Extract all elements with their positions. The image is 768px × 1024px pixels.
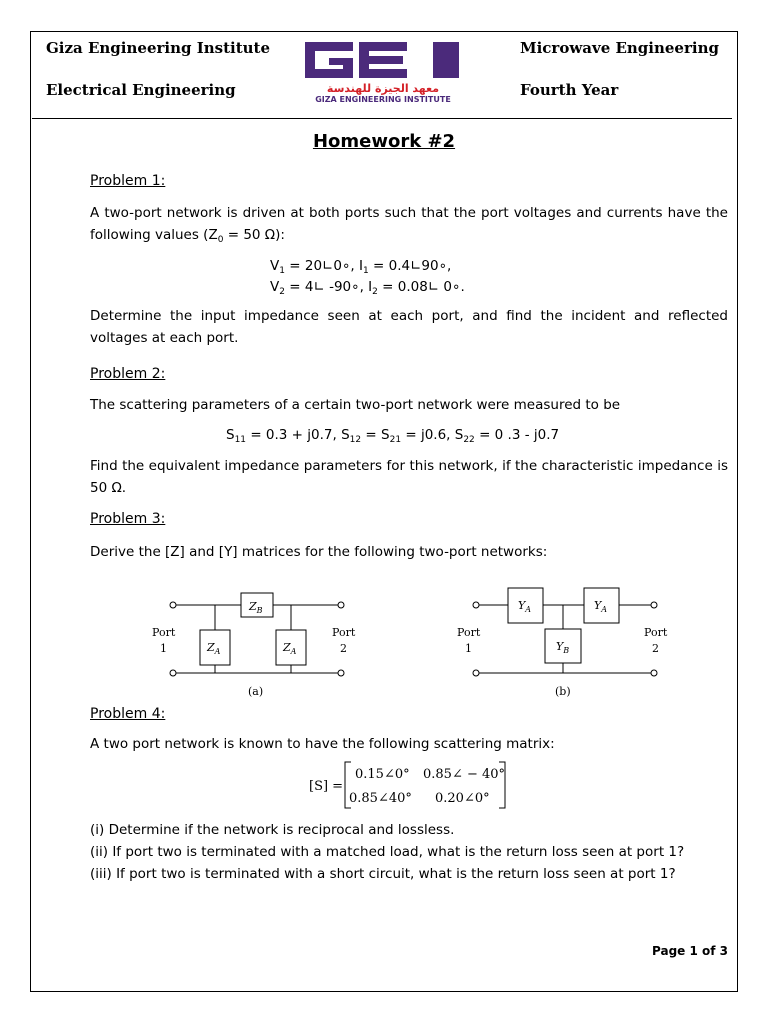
network-diagram-b <box>452 585 672 700</box>
label-za-left: $Z_A$ <box>207 641 221 656</box>
label-port1-num: 1 <box>160 642 167 655</box>
matrix-s11: 0.15∠0° <box>355 767 410 782</box>
label-port2-num-b: 2 <box>652 642 659 655</box>
header-rule <box>32 118 732 119</box>
header-year: Fourth Year <box>520 81 619 99</box>
label-port1-num-b: 1 <box>465 642 472 655</box>
label-ya-right: $Y_A$ <box>594 599 608 614</box>
problem1-eq1: $V_1$ = 20∟0∘, $I_1$ = 0.4∟90∘, <box>270 258 452 276</box>
label-port1: Port <box>152 626 176 639</box>
problem3-intro: Derive the [Z] and [Y] matrices for the following two-port networks: <box>90 544 548 560</box>
problem1-heading: Problem 1: <box>90 173 166 189</box>
matrix-s12: 0.85∠ − 40° <box>423 767 506 782</box>
caption-b: (b) <box>555 685 571 698</box>
problem1-eq2: $V_2$ = 4∟ -90∘, $I_2$ = 0.08∟ 0∘. <box>270 279 465 297</box>
scattering-matrix <box>305 758 515 810</box>
problem4-intro: A two port network is known to have the following scattering matrix: <box>90 736 555 752</box>
label-ya-left: $Y_A$ <box>518 599 532 614</box>
network-diagram-a <box>145 585 385 700</box>
label-port2-b: Port <box>644 626 668 639</box>
problem2-question: Find the equivalent impedance parameters for this network, if the characteristic impedance is 50 Ω. <box>90 458 728 496</box>
page-number: Page 1 of 3 <box>652 944 728 958</box>
caption-a: (a) <box>248 685 264 698</box>
problem4-question-2: (ii) If port two is terminated with a matched load, what is the return loss seen at port 1? <box>90 844 685 860</box>
header-course: Microwave Engineering <box>520 39 719 57</box>
problem1-question: Determine the input impedance seen at each port, and find the incident and reflected voltages at each port. <box>90 308 728 346</box>
label-yb: $Y_B$ <box>556 640 570 655</box>
label-port2-num: 2 <box>340 642 347 655</box>
matrix-s22: 0.20∠0° <box>435 791 490 806</box>
logo-arabic-text: معهد الجيزة للهندسة <box>326 82 440 95</box>
problem2-intro: The scattering parameters of a certain two-port network were measured to be <box>90 397 621 413</box>
header-department: Electrical Engineering <box>46 81 236 99</box>
problem4-heading: Problem 4: <box>90 706 166 722</box>
label-port1-b: Port <box>457 626 481 639</box>
problem4-question-1: (i) Determine if the network is reciprocal and lossless. <box>90 822 455 838</box>
label-zb: $Z_B$ <box>249 600 263 615</box>
header-institute: Giza Engineering Institute <box>46 39 271 57</box>
matrix-s21: 0.85∠40° <box>349 791 412 806</box>
problem1-intro: A two-port network is driven at both ports such that the port voltages and currents have the following values ($Z_0 = 50$ Ω): <box>90 205 728 245</box>
problem2-sparams: $S_{11} = 0.3 + j0.7$, $S_{12} = S_{21} = j0.6$, $S_{22} = 0$ .3 - j0.7 <box>226 427 560 445</box>
institute-logo <box>303 40 461 104</box>
page-title: Homework #2 <box>312 131 456 152</box>
logo-caption-text: GIZA ENGINEERING INSTITUTE <box>315 95 451 104</box>
matrix-label: [S] = <box>309 779 344 794</box>
problem3-heading: Problem 3: <box>90 511 166 527</box>
problem4-question-3: (iii) If port two is terminated with a short circuit, what is the return loss seen at port 1? <box>90 866 676 882</box>
problem2-heading: Problem 2: <box>90 366 166 382</box>
label-za-right: $Z_A$ <box>283 641 297 656</box>
label-port2: Port <box>332 626 356 639</box>
